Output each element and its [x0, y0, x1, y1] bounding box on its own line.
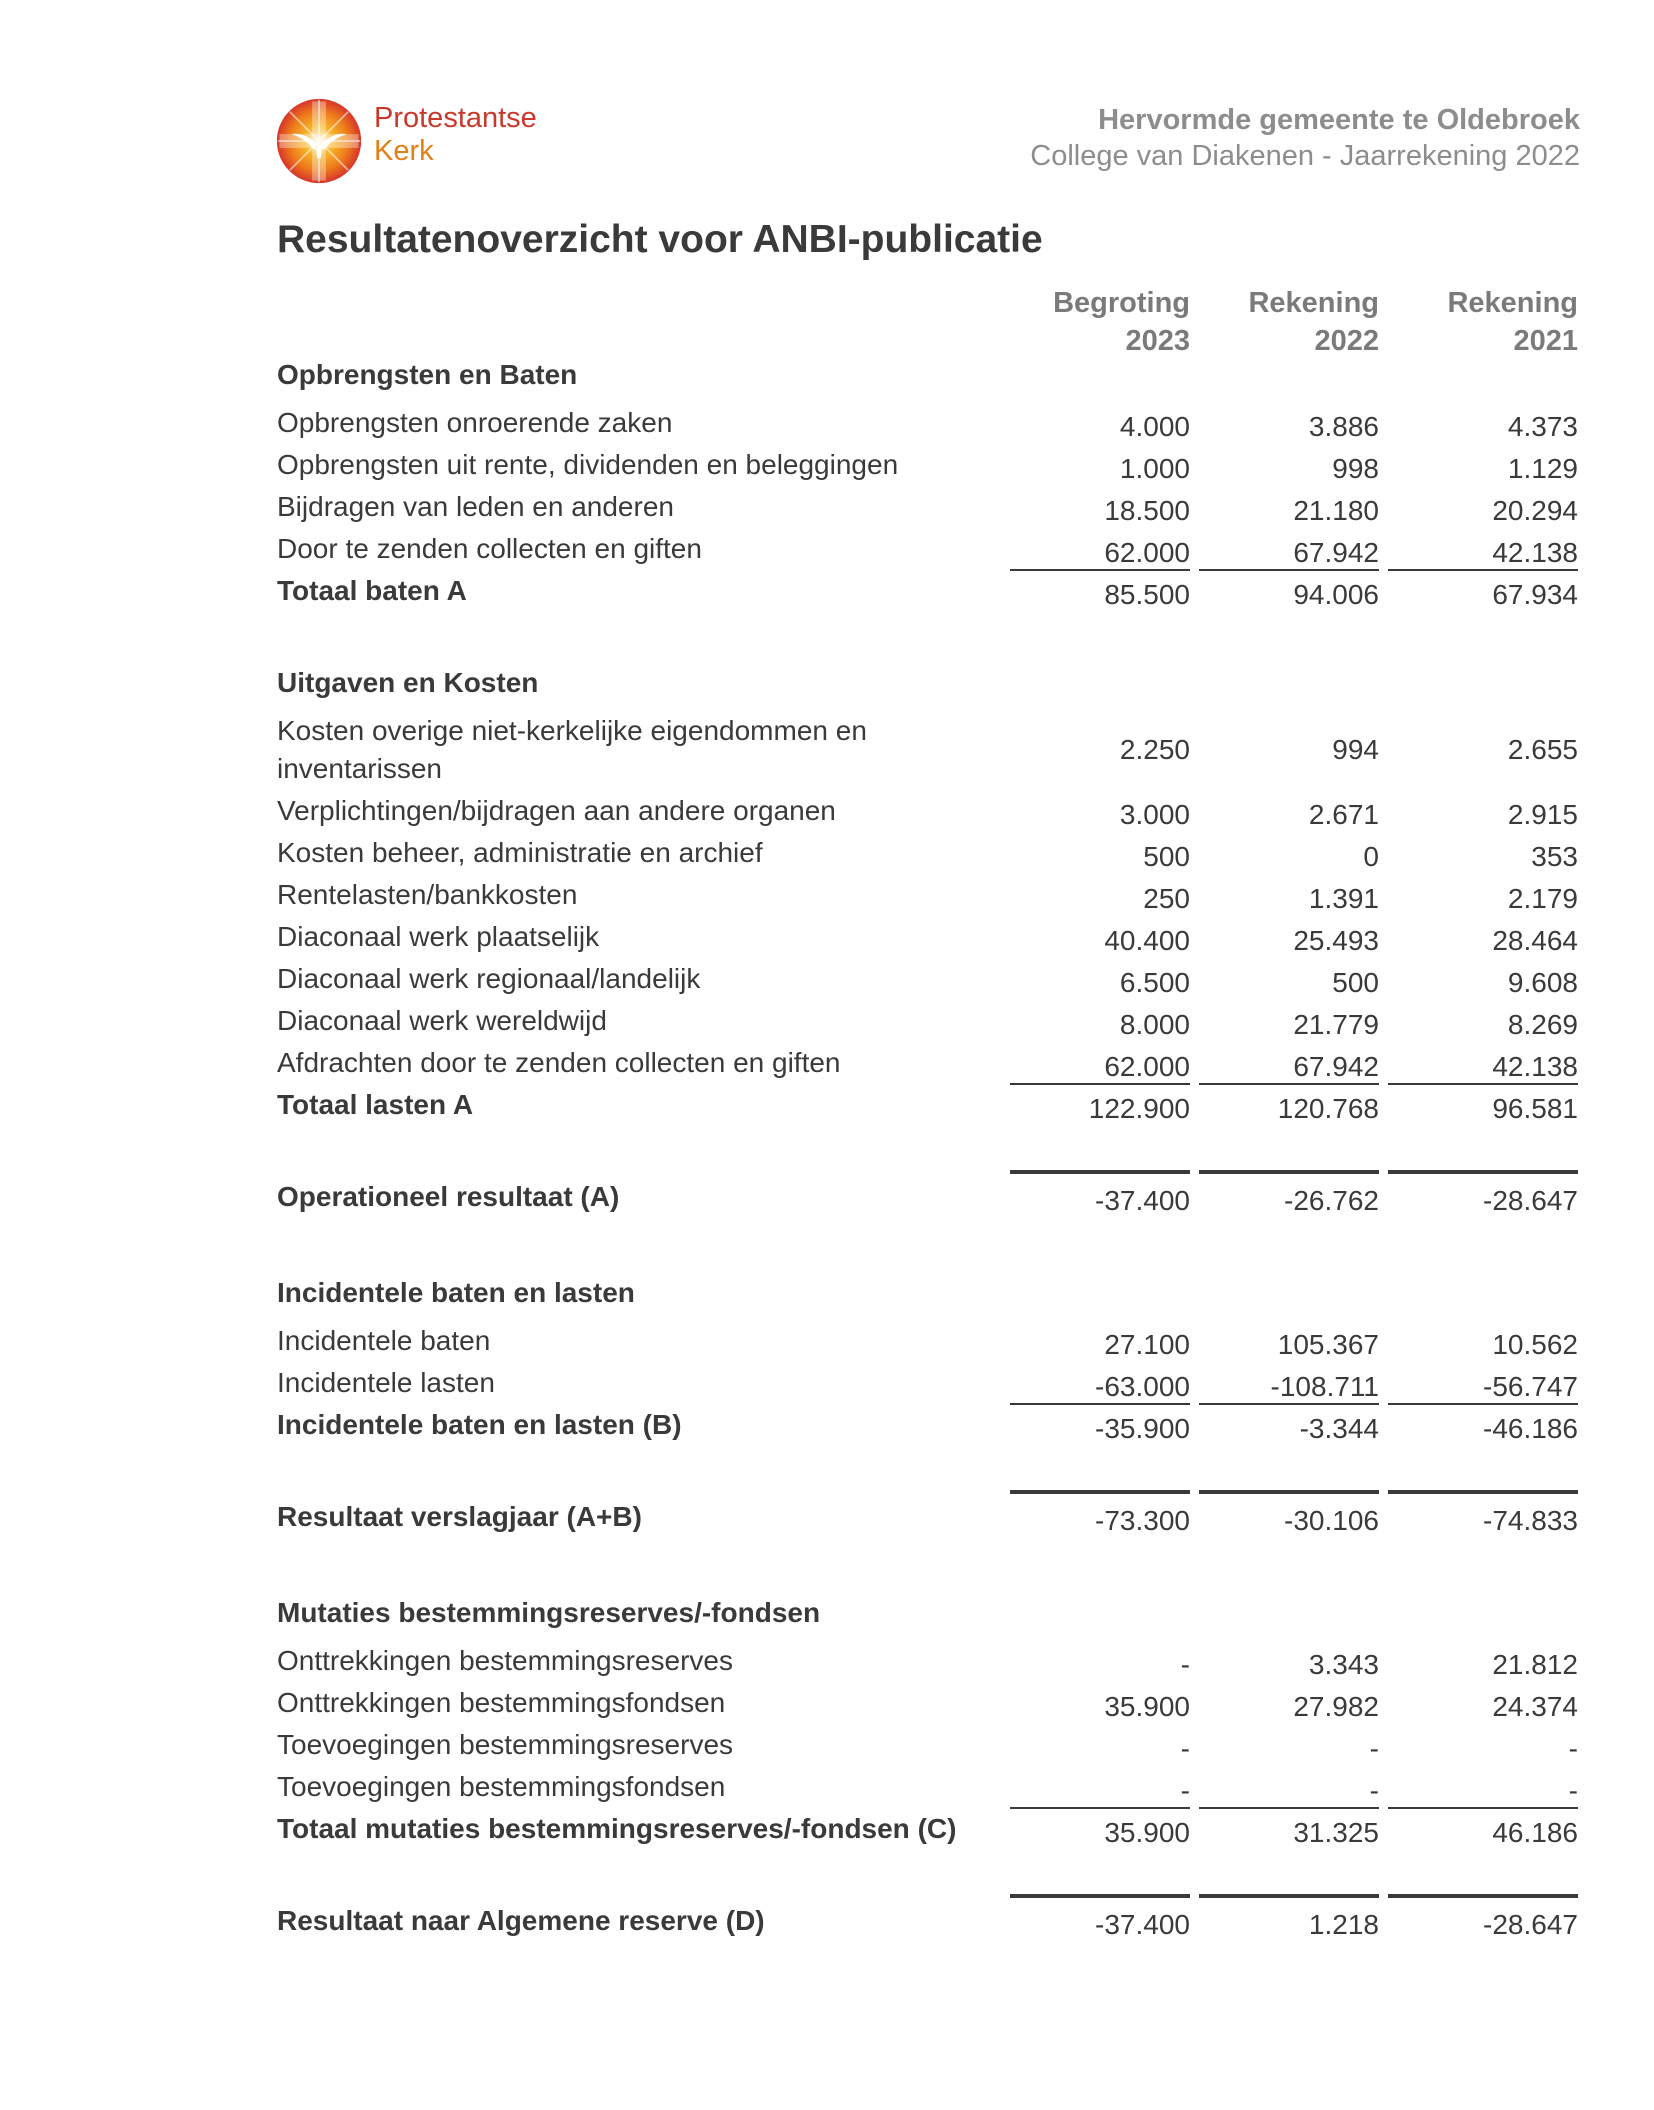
total-row: Totaal lasten A 122.900 120.768 96.581 [277, 1086, 1580, 1130]
section-heading: Incidentele baten en lasten [277, 1277, 635, 1308]
section-heading: Opbrengsten en Baten [277, 359, 578, 390]
total-row: Totaal mutaties bestemmingsreserves/-fondsen (C) 35.900 31.325 46.186 [277, 1810, 1580, 1854]
table-row: Toevoegingen bestemmingsfondsen - - - [277, 1771, 1578, 1806]
table-row: Opbrengsten onroerende zaken 4.000 3.886 4.373 [277, 407, 1578, 442]
result-row-verslagjaar: Resultaat verslagjaar (A+B) -73.300 -30.106 -74.833 [277, 1490, 1580, 1546]
document-header [1030, 102, 1580, 174]
table-row: Incidentele baten 27.100 105.367 10.562 [277, 1325, 1578, 1360]
results-table [277, 284, 1580, 1950]
column-header-rekening-2022: Rekening 2022 [1248, 287, 1379, 357]
section-heading: Uitgaven en Kosten [277, 667, 539, 698]
column-header-rekening-2021: Rekening 2021 [1447, 287, 1578, 357]
logo-wordmark [374, 102, 537, 168]
table-row: Kosten overige niet-kerkelijke eigendommen en inventarissen 2.250 994 2.655 [277, 715, 1578, 784]
table-row: Diaconaal werk regionaal/landelijk 6.500 500 9.608 [277, 963, 1578, 998]
logo-line-2: Kerk [374, 135, 434, 167]
total-row: Totaal baten A 85.500 94.006 67.934 [277, 572, 1580, 616]
document-subtitle: College van Diakenen - Jaarrekening 2022 [1030, 140, 1580, 172]
logo-line-1: Protestantse [374, 102, 537, 134]
table-row: Onttrekkingen bestemmingsfondsen 35.900 27.982 24.374 [277, 1687, 1578, 1722]
table-row: Afdrachten door te zenden collecten en giften 62.000 67.942 42.138 [277, 1047, 1578, 1082]
table-row: Onttrekkingen bestemmingsreserves - 3.343 21.812 [277, 1645, 1578, 1680]
section-heading: Mutaties bestemmingsreserves/-fondsen [277, 1597, 821, 1628]
table-row: Incidentele lasten -63.000 -108.711 -56.747 [277, 1367, 1578, 1402]
table-row: Verplichtingen/bijdragen aan andere organen 3.000 2.671 2.915 [277, 795, 1578, 830]
organization-name: Hervormde gemeente te Oldebroek [1098, 104, 1580, 136]
page-title: Resultatenoverzicht voor ANBI-publicatie [277, 218, 1043, 261]
table-row: Kosten beheer, administratie en archief 500 0 353 [277, 837, 1578, 872]
result-row-operationeel: Operationeel resultaat (A) -37.400 -26.762 -28.647 [277, 1170, 1580, 1226]
table-row: Toevoegingen bestemmingsreserves - - - [277, 1729, 1578, 1764]
table-row: Diaconaal werk plaatselijk 40.400 25.493 28.464 [277, 921, 1578, 956]
column-headers [277, 284, 1580, 356]
total-row: Incidentele baten en lasten (B) -35.900 -3.344 -46.186 [277, 1406, 1580, 1450]
table-row: Door te zenden collecten en giften 62.000 67.942 42.138 [277, 533, 1578, 568]
column-header-begroting-2023: Begroting 2023 [1053, 287, 1190, 357]
table-row: Rentelasten/bankkosten 250 1.391 2.179 [277, 879, 1578, 914]
table-row: Diaconaal werk wereldwijd 8.000 21.779 8.269 [277, 1005, 1578, 1040]
result-row-algemene-reserve: Resultaat naar Algemene reserve (D) -37.400 1.218 -28.647 [277, 1894, 1580, 1950]
protestantse-kerk-logo-icon [276, 98, 362, 184]
table-row: Bijdragen van leden en anderen 18.500 21.180 20.294 [277, 491, 1578, 526]
table-row: Opbrengsten uit rente, dividenden en beleggingen 1.000 998 1.129 [277, 449, 1578, 484]
